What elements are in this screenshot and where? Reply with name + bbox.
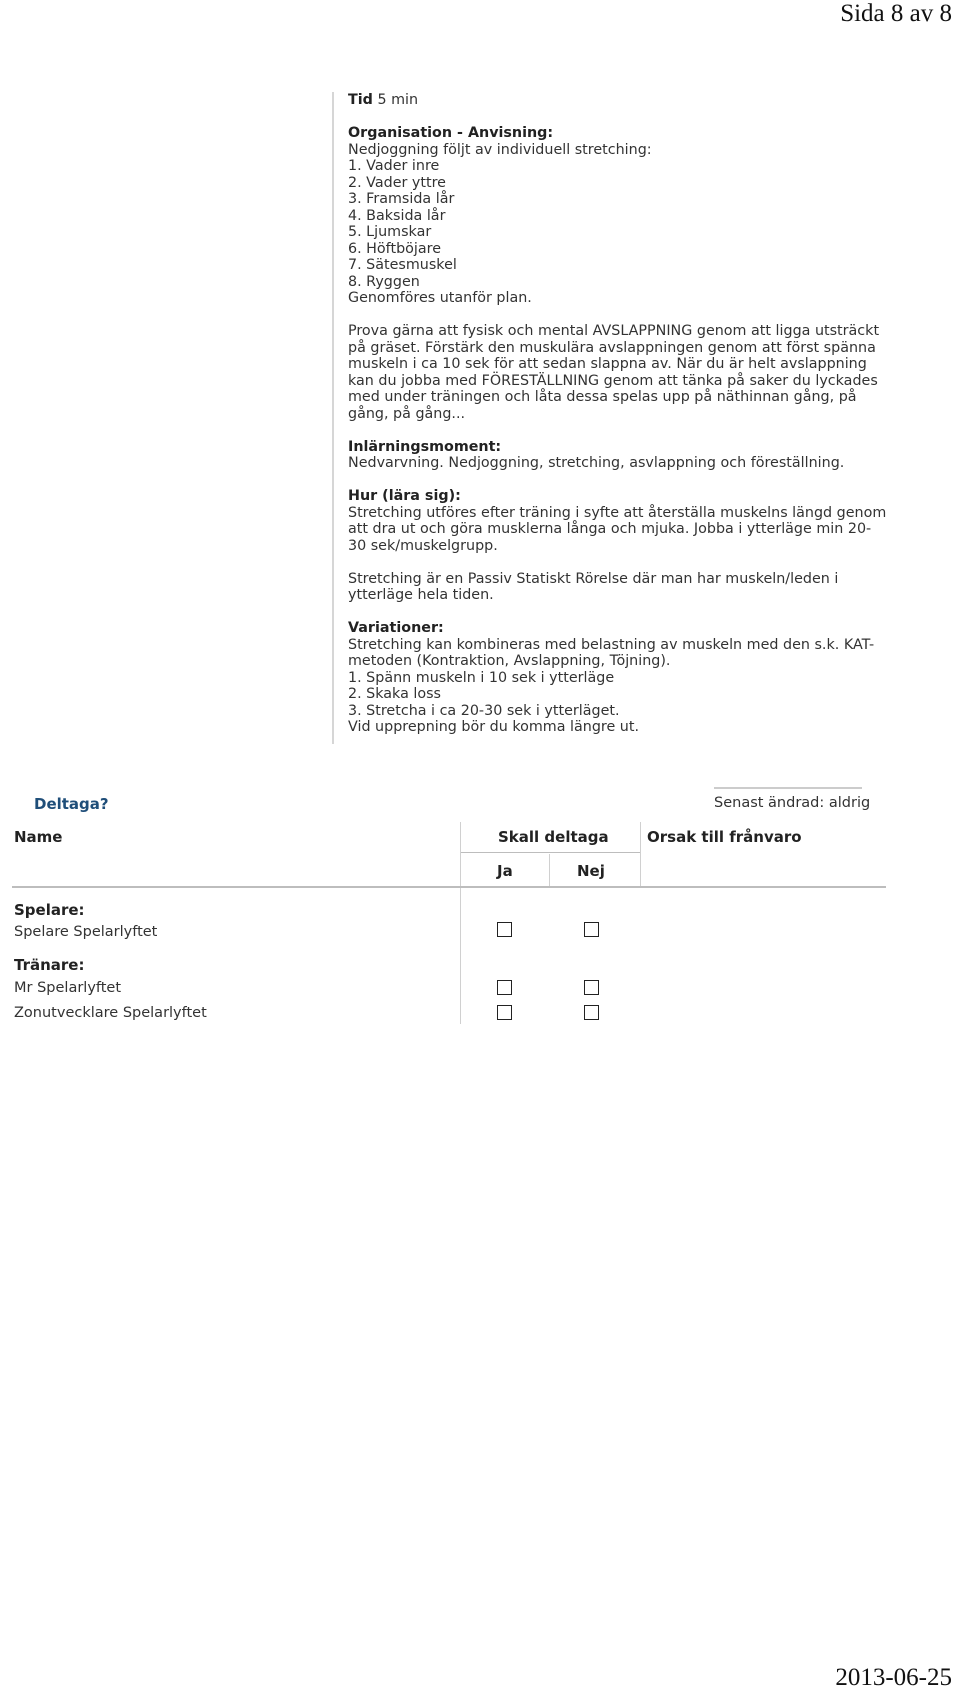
organisation-outro: Genomföres utanför plan. — [348, 290, 532, 306]
page-footer-date: 2013-06-25 — [835, 1664, 952, 1691]
organisation-intro: Nedjoggning följt av individuell stretching: — [348, 141, 652, 158]
time-label: Tid — [348, 92, 373, 108]
coaches-label: Tränare: — [14, 956, 85, 974]
page-header: Sida 8 av 8 — [840, 0, 952, 27]
column-divider — [640, 822, 641, 888]
column-should-attend: Skall deltaga — [498, 828, 609, 846]
variations-list — [348, 670, 888, 720]
list-item: 7. Sätesmuskel — [348, 257, 457, 273]
column-yes: Ja — [497, 862, 513, 880]
attend-yes-checkbox[interactable] — [497, 980, 512, 995]
section-divider — [714, 787, 862, 789]
variations-text: Stretching kan kombineras med belastning av muskeln med den s.k. KAT-metoden (Kontraktion, Avslappning, Töjning). — [348, 636, 875, 669]
header-divider — [460, 852, 640, 853]
how-text: Stretching utföres efter träning i syfte att återställa muskelns längd genom att dra ut och göra musklerna långa och mjuka. Jobba i ytterläge min 20-30 sek/muskelgrupp. — [348, 504, 887, 554]
attend-no-checkbox[interactable] — [584, 922, 599, 937]
list-item: 3. Stretcha i ca 20-30 sek i ytterläget. — [348, 702, 620, 719]
list-item: 8. Ryggen — [348, 273, 420, 290]
column-divider — [549, 854, 550, 888]
attend-yes-checkbox[interactable] — [497, 922, 512, 937]
last-changed: Senast ändrad: aldrig — [714, 795, 871, 811]
attend-no-checkbox[interactable] — [584, 980, 599, 995]
learning-text: Nedvarvning. Nedjoggning, stretching, asvlappning och föreställning. — [348, 455, 845, 471]
time-line — [348, 92, 888, 109]
list-item: 2. Skaka loss — [348, 686, 441, 702]
table-header-rule — [12, 886, 886, 888]
relaxation-text: Prova gärna att fysisk och mental AVSLAPPNING genom att ligga utsträckt på gräset. Förstärk den muskulära avslappningen genom att först spänna muskeln i ca 10 sek för att sedan slappna av. När du är helt avslappning kan du jobba med FÖRESTÄLLNING genom att tänka på saker du lyckades med under träningen och låta dessa spelas upp på näthinnan gång, på gång, på gång... — [348, 323, 880, 422]
attendance-title: Deltaga? — [34, 795, 109, 813]
learning-heading: Inlärningsmoment: — [348, 438, 502, 455]
players-label: Spelare: — [14, 901, 85, 919]
table-row: Mr Spelarlyftet — [14, 980, 122, 996]
time-value: 5 min — [377, 92, 419, 108]
column-absence-reason: Orsak till frånvaro — [647, 828, 802, 846]
list-item: 1. Vader inre — [348, 158, 440, 174]
list-item: 5. Ljumskar — [348, 224, 432, 240]
list-item: 4. Baksida lår — [348, 207, 446, 224]
list-item: 2. Vader yttre — [348, 174, 446, 191]
attend-yes-checkbox[interactable] — [497, 1005, 512, 1020]
list-item: 1. Spänn muskeln i 10 sek i ytterläge — [348, 669, 615, 686]
column-no: Nej — [577, 862, 605, 880]
organisation-heading: Organisation - Anvisning: — [348, 125, 554, 141]
exercise-description — [332, 92, 888, 744]
column-name: Name — [14, 828, 63, 846]
attend-no-checkbox[interactable] — [584, 1005, 599, 1020]
list-item: 6. Höftböjare — [348, 240, 441, 257]
column-divider — [460, 822, 461, 1024]
how-heading: Hur (lära sig): — [348, 488, 461, 504]
table-row: Spelare Spelarlyftet — [14, 924, 158, 940]
variations-outro: Vid upprepning bör du komma längre ut. — [348, 719, 640, 735]
list-item: 3. Framsida lår — [348, 191, 455, 207]
variations-heading: Variationer: — [348, 620, 444, 636]
table-row: Zonutvecklare Spelarlyftet — [14, 1005, 207, 1021]
stretch-list — [348, 158, 888, 290]
how-text-2: Stretching är en Passiv Statiskt Rörelse där man har muskeln/leden i ytterläge hela tiden. — [348, 570, 839, 603]
